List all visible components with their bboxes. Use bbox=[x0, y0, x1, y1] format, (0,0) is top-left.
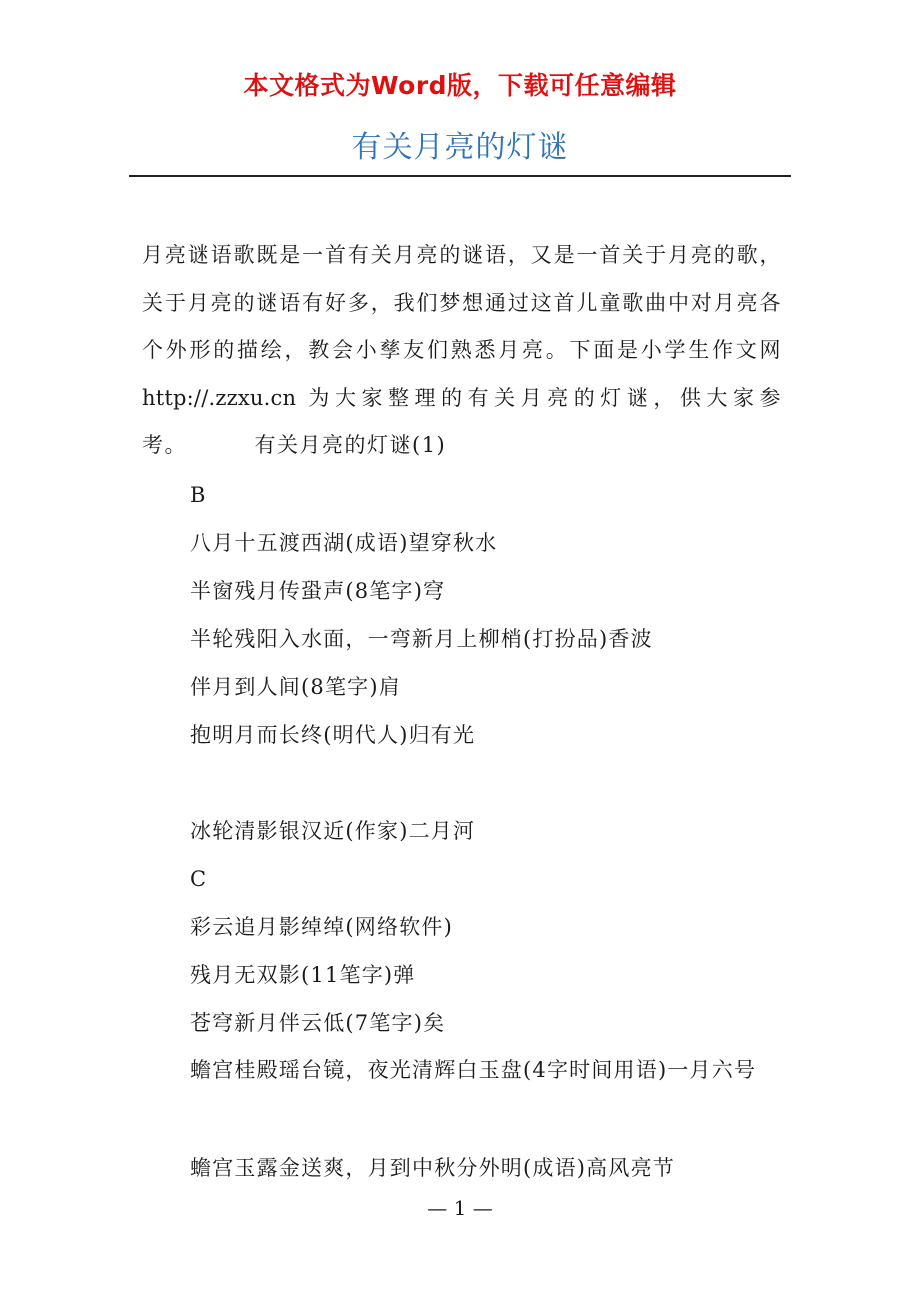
riddle-entry: 八月十五渡西湖(成语)望穿秋水 bbox=[190, 531, 498, 555]
document-title: 有关月亮的灯谜 bbox=[351, 130, 569, 165]
section-heading: 有关月亮的灯谜(1) bbox=[254, 433, 447, 457]
riddle-entry: 残月无双影(11笔字)弹 bbox=[190, 963, 416, 987]
format-banner: 本文格式为Word版，下载可任意编辑 bbox=[243, 71, 677, 100]
title-divider bbox=[129, 175, 791, 177]
riddle-entry: 蟾宫桂殿瑶台镜，夜光清辉白玉盘(4字时间用语)一月六号 bbox=[190, 1058, 757, 1082]
riddle-entry: 彩云追月影绰绰(网络软件) bbox=[190, 915, 453, 939]
intro-text-end: 为大家整理的有关月亮的灯谜，供大家参考。 bbox=[142, 385, 782, 457]
riddle-entry: 抱明月而长终(明代人)归有光 bbox=[190, 723, 476, 747]
riddle-entry: 半轮残阳入水面，一弯新月上柳梢(打扮品)香波 bbox=[190, 627, 653, 651]
riddle-entry: 苍穹新月伴云低(7笔字)矣 bbox=[190, 1011, 446, 1035]
letter-heading-c: C bbox=[190, 867, 208, 891]
intro-text: 月亮谜语歌既是一首有关月亮的谜语，又是一首关于月亮的歌，关于月亮的谜语有好多，我们梦想通过这首儿童歌曲中对月亮各个外形的描绘，教会小孳友们熟悉月亮。下面是小学生作文网 bbox=[142, 243, 782, 362]
riddle-entry: 冰轮清影银汉近(作家)二月河 bbox=[190, 819, 476, 843]
intro-paragraph bbox=[142, 232, 782, 470]
intro-url: http://.zzxu.cn bbox=[142, 385, 297, 410]
riddle-entry: 半窗残月传蛩声(8笔字)穹 bbox=[190, 579, 446, 603]
riddle-entry: 蟾宫玉露金送爽，月到中秋分外明(成语)高风亮节 bbox=[190, 1156, 675, 1180]
page-number: — 1 — bbox=[427, 1196, 493, 1220]
riddle-entry: 伴月到人间(8笔字)肩 bbox=[190, 675, 401, 699]
letter-heading-b: B bbox=[190, 483, 207, 507]
